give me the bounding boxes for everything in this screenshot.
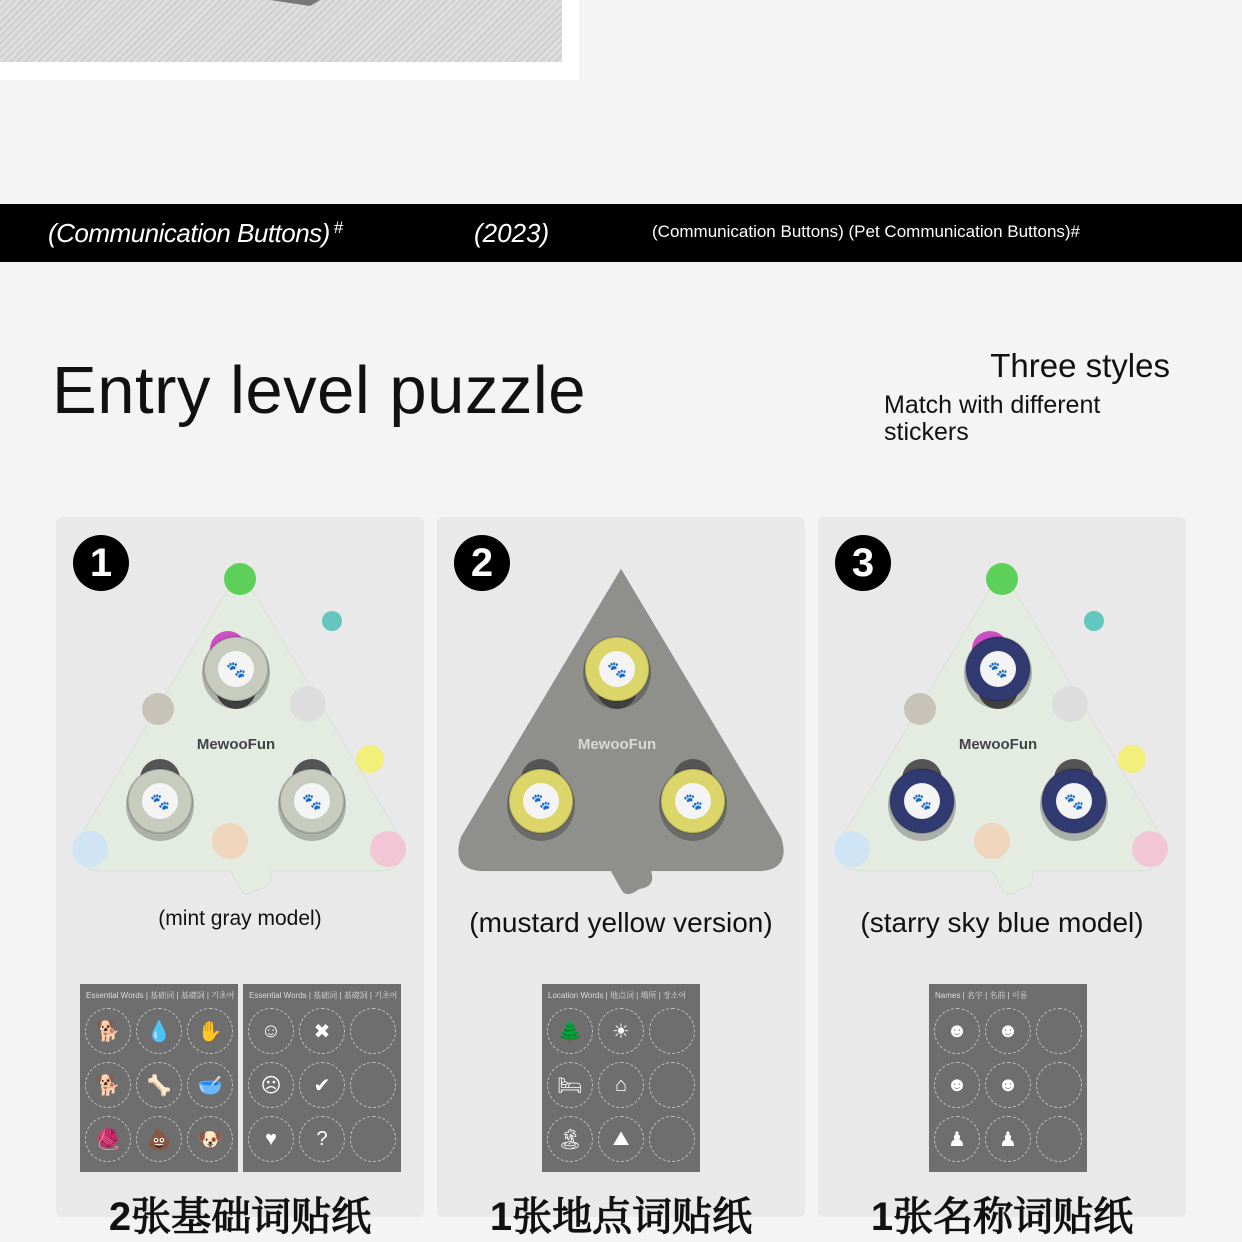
cross-icon: ✖ bbox=[299, 1008, 345, 1054]
blank-sticker bbox=[649, 1062, 695, 1108]
color-dot bbox=[356, 745, 384, 773]
sticker-sheet bbox=[243, 984, 401, 1172]
puzzle-board bbox=[70, 569, 410, 899]
paw-icon: 🐾 bbox=[531, 794, 551, 811]
blank-sticker bbox=[350, 1008, 396, 1054]
color-dot bbox=[834, 831, 870, 867]
blank-sticker bbox=[649, 1116, 695, 1162]
blank-sticker bbox=[1036, 1116, 1082, 1162]
sticker-count-label: 2张基础词贴纸 bbox=[108, 1195, 372, 1239]
paw-icon: 🐾 bbox=[226, 662, 246, 679]
color-dot bbox=[142, 693, 174, 725]
color-dot bbox=[904, 693, 936, 725]
blank-sticker bbox=[1036, 1062, 1082, 1108]
brand-logo: MewooFun bbox=[958, 736, 1038, 753]
color-dot bbox=[72, 831, 108, 867]
product-card bbox=[437, 517, 805, 1239]
water-drop-icon: 💧 bbox=[136, 1008, 182, 1054]
model-caption: (mint gray model) bbox=[158, 907, 322, 930]
smile-icon: ☺ bbox=[248, 1008, 294, 1054]
dog-run-icon: 🐕 bbox=[85, 1062, 131, 1108]
color-dot bbox=[1052, 686, 1088, 722]
puzzle-shape bbox=[459, 569, 784, 894]
pet-button bbox=[583, 637, 651, 709]
figure-icon: ♟ bbox=[985, 1116, 1031, 1162]
bed-icon: 🛏 bbox=[547, 1062, 593, 1108]
person-icon: ☻ bbox=[985, 1062, 1031, 1108]
dog-sit-icon: 🐶 bbox=[187, 1116, 233, 1162]
yarn-ball-icon: 🧶 bbox=[85, 1116, 131, 1162]
paw-icon: 🐾 bbox=[1064, 794, 1084, 811]
dog-icon: 🐕 bbox=[85, 1008, 131, 1054]
headline: Entry level puzzle bbox=[52, 353, 587, 428]
hand-icon: ✋ bbox=[187, 1008, 233, 1054]
paw-icon: 🐾 bbox=[607, 662, 627, 679]
paw-icon: 🐾 bbox=[683, 794, 703, 811]
sticker-sheet-header: Location Words | 地点词 | 場所 | 장소어 bbox=[548, 991, 687, 1000]
paw-icon: 🐾 bbox=[302, 794, 322, 811]
pet-button bbox=[964, 637, 1032, 709]
house-icon: ⌂ bbox=[598, 1062, 644, 1108]
color-dot bbox=[370, 831, 406, 867]
question-icon: ? bbox=[299, 1116, 345, 1162]
color-dot bbox=[212, 823, 248, 859]
color-dot bbox=[1118, 745, 1146, 773]
styles-title: Three styles bbox=[990, 347, 1170, 384]
blank-sticker bbox=[350, 1116, 396, 1162]
person-icon: ☻ bbox=[934, 1062, 980, 1108]
sticker-sheet bbox=[929, 984, 1087, 1172]
poop-icon: 💩 bbox=[136, 1116, 182, 1162]
check-icon: ✔ bbox=[299, 1062, 345, 1108]
sticker-sheet-header: Essential Words | 基础词 | 基礎詞 | 기초어 bbox=[86, 991, 235, 1000]
bone-icon: 🦴 bbox=[136, 1062, 182, 1108]
pet-button bbox=[659, 769, 727, 841]
food-bowl-icon: 🥣 bbox=[187, 1062, 233, 1108]
sun-icon: ☀ bbox=[598, 1008, 644, 1054]
brand-logo: MewooFun bbox=[577, 736, 657, 753]
pet-button bbox=[126, 769, 194, 841]
pet-button bbox=[1040, 769, 1108, 841]
color-dot bbox=[1084, 611, 1104, 631]
blank-sticker bbox=[1036, 1008, 1082, 1054]
product-card bbox=[818, 517, 1186, 1239]
top-photo bbox=[0, 0, 579, 80]
tag-banner bbox=[0, 204, 1242, 262]
banner-left-text: (Communication Buttons) bbox=[48, 218, 330, 248]
beach-icon: 🏝 bbox=[547, 1116, 593, 1162]
pet-button bbox=[888, 769, 956, 841]
person-icon: ☻ bbox=[985, 1008, 1031, 1054]
sad-icon: ☹ bbox=[248, 1062, 294, 1108]
color-dot bbox=[974, 823, 1010, 859]
blank-sticker bbox=[649, 1008, 695, 1054]
heart-icon: ♥ bbox=[248, 1116, 294, 1162]
blank-sticker bbox=[350, 1062, 396, 1108]
sticker-count-label: 1张名称词贴纸 bbox=[870, 1195, 1134, 1239]
sticker-sheet-header: Essential Words | 基础词 | 基礎詞 | 기초어 bbox=[249, 991, 398, 1000]
photo-surface bbox=[0, 0, 562, 62]
model-caption: (mustard yellow version) bbox=[469, 907, 773, 938]
person-icon: ☻ bbox=[934, 1008, 980, 1054]
paw-icon: 🐾 bbox=[988, 662, 1008, 679]
puzzle-board bbox=[832, 569, 1172, 899]
sticker-count-label: 1张地点词贴纸 bbox=[489, 1195, 753, 1239]
style-number: 3 bbox=[835, 535, 891, 591]
style-number: 1 bbox=[73, 535, 129, 591]
paw-icon: 🐾 bbox=[150, 794, 170, 811]
sticker-sheet-header: Names | 名字 | 名前 | 이름 bbox=[935, 991, 1028, 1000]
trees-icon: 🌲 bbox=[547, 1008, 593, 1054]
banner-left bbox=[48, 218, 343, 249]
color-dot bbox=[986, 563, 1018, 595]
paw-icon: 🐾 bbox=[912, 794, 932, 811]
mountain-icon: ⛰ bbox=[598, 1116, 644, 1162]
banner-year: (2023) bbox=[474, 218, 550, 248]
color-dot bbox=[1132, 831, 1168, 867]
banner-left-hash: # bbox=[333, 218, 343, 237]
product-card bbox=[56, 517, 424, 1239]
style-number: 2 bbox=[454, 535, 510, 591]
color-dot bbox=[290, 686, 326, 722]
puzzle-board bbox=[451, 569, 791, 899]
pet-button bbox=[507, 769, 575, 841]
sticker-sheet bbox=[542, 984, 700, 1172]
figure-icon: ♟ bbox=[934, 1116, 980, 1162]
color-dot bbox=[322, 611, 342, 631]
match-text: Match with different stickers bbox=[884, 391, 1101, 446]
pet-button bbox=[278, 769, 346, 841]
pet-button bbox=[202, 637, 270, 709]
brand-logo: MewooFun bbox=[196, 736, 276, 753]
banner-right: (Communication Buttons) (Pet Communication Buttons)# bbox=[652, 222, 1081, 241]
sticker-sheet bbox=[80, 984, 238, 1172]
model-caption: (starry sky blue model) bbox=[860, 907, 1144, 938]
color-dot bbox=[224, 563, 256, 595]
